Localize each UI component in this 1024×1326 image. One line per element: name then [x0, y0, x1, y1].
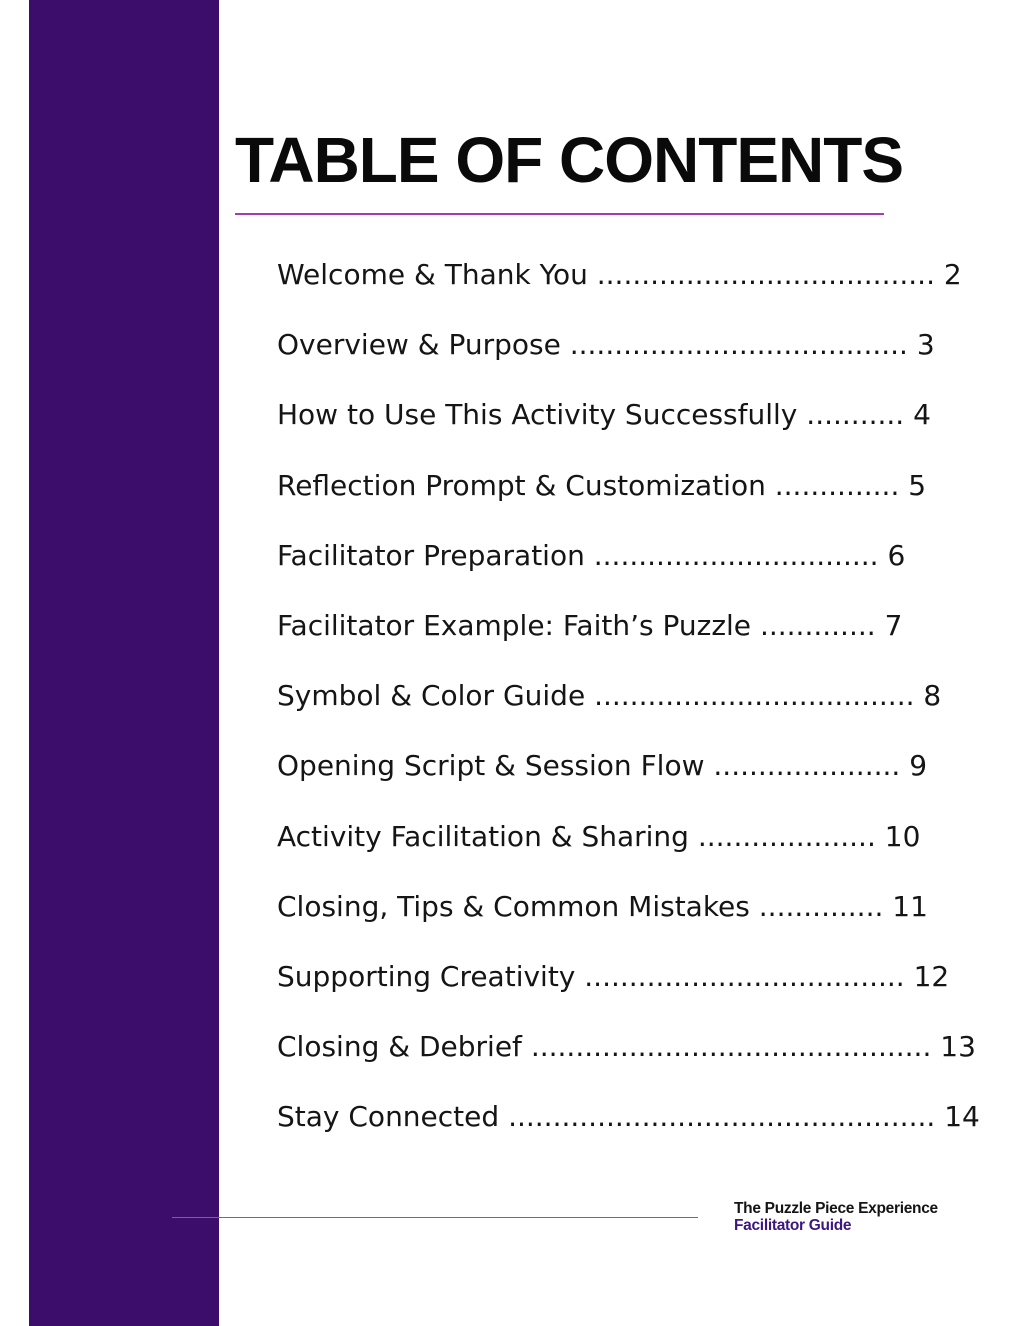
toc-entry-leader: ..............: [758, 889, 884, 923]
toc-entry[interactable]: [277, 1094, 980, 1164]
toc-entry-page: 10: [884, 819, 921, 853]
toc-entry-label: Welcome & Thank You: [277, 258, 588, 291]
toc-entry[interactable]: [277, 884, 980, 954]
footer-product-name: The Puzzle Piece Experience: [734, 1200, 938, 1217]
toc-entry-label: Closing, Tips & Common Mistakes: [277, 889, 750, 923]
toc-entry[interactable]: [277, 533, 980, 603]
toc-entry-page: 9: [909, 749, 928, 783]
toc-entry-page: 8: [923, 679, 942, 713]
toc-entry-leader: ................................: [593, 538, 879, 572]
toc-entry-label: Closing & Debrief: [277, 1030, 522, 1064]
toc-entry[interactable]: [277, 392, 980, 462]
toc-entry-label: Activity Facilitation & Sharing: [277, 819, 689, 853]
footer-branding: [734, 1200, 938, 1234]
toc-entry-label: Facilitator Preparation: [277, 538, 585, 572]
toc-entry-page: 14: [944, 1100, 980, 1134]
toc-entry-leader: ....................: [697, 819, 876, 853]
toc-entry-label: Symbol & Color Guide: [277, 679, 586, 713]
toc-entry[interactable]: [277, 322, 980, 392]
toc-entry-page: 7: [884, 608, 903, 642]
toc-entry-page: 13: [940, 1030, 976, 1064]
toc-entry-label: Supporting Creativity: [277, 959, 576, 993]
toc-entry-leader: ....................................: [584, 959, 905, 993]
toc-entry[interactable]: [277, 954, 980, 1024]
toc-entry-leader: ......................................: [569, 328, 908, 362]
toc-entry-leader: .............: [759, 608, 876, 642]
toc-entry-label: Stay Connected: [277, 1100, 500, 1134]
toc-entry[interactable]: [277, 252, 980, 322]
toc-entry-page: 3: [916, 328, 935, 362]
toc-entry-page: 12: [913, 959, 950, 993]
toc-entry[interactable]: [277, 743, 980, 813]
toc-entry-label: Reflection Prompt & Customization: [277, 468, 766, 502]
toc-entry-label: Facilitator Example: Faith’s Puzzle: [277, 608, 752, 642]
toc-entry-page: 4: [913, 398, 931, 432]
toc-entry-page: 2: [943, 258, 962, 291]
toc-entry-leader: ................................................: [508, 1100, 936, 1134]
toc-entry-leader: .............................................: [530, 1030, 932, 1064]
title-divider: [235, 213, 884, 215]
toc-entry-leader: ....................................: [594, 679, 915, 713]
toc-entry-leader: .....................: [713, 749, 901, 783]
toc-entry-page: 11: [892, 889, 928, 923]
toc-entry-page: 6: [887, 538, 906, 572]
table-of-contents: [277, 252, 980, 1164]
toc-entry[interactable]: [277, 603, 980, 673]
footer-guide-title: Facilitator Guide: [734, 1217, 852, 1234]
footer-divider: [172, 1217, 698, 1218]
toc-entry-leader: ...........: [806, 398, 905, 432]
sidebar-color-band: [29, 0, 219, 1326]
toc-entry[interactable]: [277, 814, 980, 884]
toc-entry-page: 5: [908, 468, 927, 502]
toc-entry-label: How to Use This Activity Successfully: [277, 398, 798, 432]
toc-entry-leader: ......................................: [596, 258, 935, 291]
toc-entry[interactable]: [277, 463, 980, 533]
toc-entry-leader: ..............: [774, 468, 900, 502]
toc-entry-label: Overview & Purpose: [277, 328, 561, 362]
toc-entry-label: Opening Script & Session Flow: [277, 749, 705, 783]
toc-entry[interactable]: [277, 673, 980, 743]
page-title: TABLE OF CONTENTS: [235, 124, 903, 196]
toc-entry[interactable]: [277, 1024, 980, 1094]
